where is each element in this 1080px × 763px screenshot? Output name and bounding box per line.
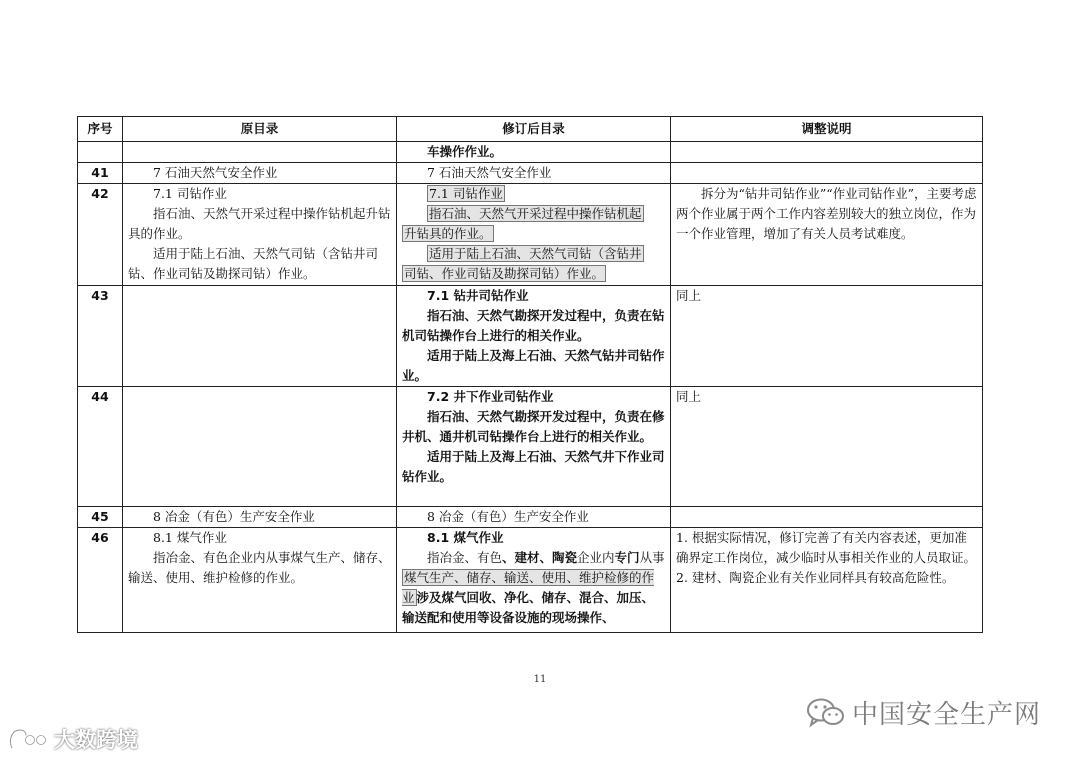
- revised-text: 车操作作业。: [427, 144, 503, 159]
- cell-note: [671, 163, 983, 184]
- watermark-right-text: 中国安全生产网: [852, 700, 1042, 730]
- cell-original: 8.1 煤气作业 指冶金、有色企业内从事煤气生产、储存、输送、使用、维护检修的作业。: [123, 528, 397, 633]
- inserted-text: 涉及煤气回收、净化、储存、混合、加压、输送配和使用等设备设施的现场操作、: [402, 590, 655, 625]
- deleted-text: 适用于陆上石油、天然气司钻（含钻井: [429, 246, 642, 261]
- table-row: [78, 507, 983, 528]
- cell-note: 1. 根据实际情况，修订完善了有关内容表述，更加准确界定工作岗位，减少临时从事相关作业的人员取证。 2. 建材、陶瓷企业有关作业同样具有较高危险性。: [671, 528, 983, 633]
- deleted-text: 升钻具的作业。: [404, 226, 492, 241]
- cell-note: [671, 507, 983, 528]
- deleted-text: 7.1 司钻作业: [429, 186, 503, 201]
- wechat-icon: [806, 696, 846, 730]
- cell-revised: 8.1 煤气作业 指冶金、有色、建材、陶瓷企业内专门从事煤气生产、储存、输送、使用、维护检修的作业 涉及煤气回收、净化、储存、混合、加压、输送配和使用等设备设施的现场操作、: [397, 528, 671, 633]
- header-seq: 序号: [78, 117, 123, 142]
- table-header-row: [78, 117, 983, 142]
- cell-note: 同上: [671, 286, 983, 387]
- deleted-text: 司钻、作业司钻及勘探司钻）作业。: [404, 266, 605, 281]
- cell-original: 8 冶金（有色）生产安全作业: [123, 507, 397, 528]
- deleted-text: 煤气生产、储存、输送、使用、维护检修的作业: [402, 570, 655, 605]
- table-row: [78, 142, 983, 163]
- deleted-text: 指石油、天然气开采过程中操作钻机起: [429, 206, 642, 221]
- cell-note: 同上: [671, 387, 983, 507]
- table-row: [78, 286, 983, 387]
- row-number: 42: [78, 184, 123, 286]
- cell-original: [123, 387, 397, 507]
- header-original: 原目录: [123, 117, 397, 142]
- table-row: [78, 387, 983, 507]
- table-row: [78, 184, 983, 286]
- cell-revised: 7 石油天然气安全作业: [397, 163, 671, 184]
- inserted-text: 、建材、陶瓷: [502, 550, 578, 565]
- watermark-left: [6, 724, 138, 754]
- watermark-right: [806, 694, 1041, 731]
- cell-note: [671, 142, 983, 163]
- page-number: 11: [533, 674, 547, 685]
- row-number: 41: [78, 163, 123, 184]
- row-number: 43: [78, 286, 123, 387]
- catalog-revision-table: [77, 116, 983, 633]
- cell-revised: [397, 184, 671, 286]
- cell-original: 7 石油天然气安全作业: [123, 163, 397, 184]
- cell-original: [123, 142, 397, 163]
- cell-revised: 8 冶金（有色）生产安全作业: [397, 507, 671, 528]
- cell-note: 拆分为“钻井司钻作业”“作业司钻作业”，主要考虑两个作业属于两个工作内容差别较大的独立岗位，作为一个作业管理，增加了有关人员考试难度。: [671, 184, 983, 286]
- row-number: 44: [78, 387, 123, 507]
- header-note: 调整说明: [671, 117, 983, 142]
- cell-revised: 7.1 钻井司钻作业 指石油、天然气勘探开发过程中，负责在钻机司钻操作台上进行的相关作业。 适用于陆上及海上石油、天然气钻井司钻作业。: [397, 286, 671, 387]
- cell-original: [123, 286, 397, 387]
- brand-logo-icon: [6, 724, 50, 754]
- cell-num: [78, 142, 123, 163]
- cell-original: 7.1 司钻作业 指石油、天然气开采过程中操作钻机起升钻具的作业。 适用于陆上石油、天然气司钻（含钻井司钻、作业司钻及勘探司钻）作业。: [123, 184, 397, 286]
- table-row: [78, 163, 983, 184]
- table-row: [78, 528, 983, 633]
- row-number: 46: [78, 528, 123, 633]
- row-number: 45: [78, 507, 123, 528]
- inserted-text: 专门: [614, 550, 640, 565]
- header-revised: 修订后目录: [397, 117, 671, 142]
- watermark-left-text: 大数跨境: [54, 728, 138, 752]
- cell-revised: 7.2 井下作业司钻作业 指石油、天然气勘探开发过程中，负责在修井机、通井机司钻操作台上进行的相关作业。 适用于陆上及海上石油、天然气井下作业司钻作业。: [397, 387, 671, 507]
- cell-revised: [397, 142, 671, 163]
